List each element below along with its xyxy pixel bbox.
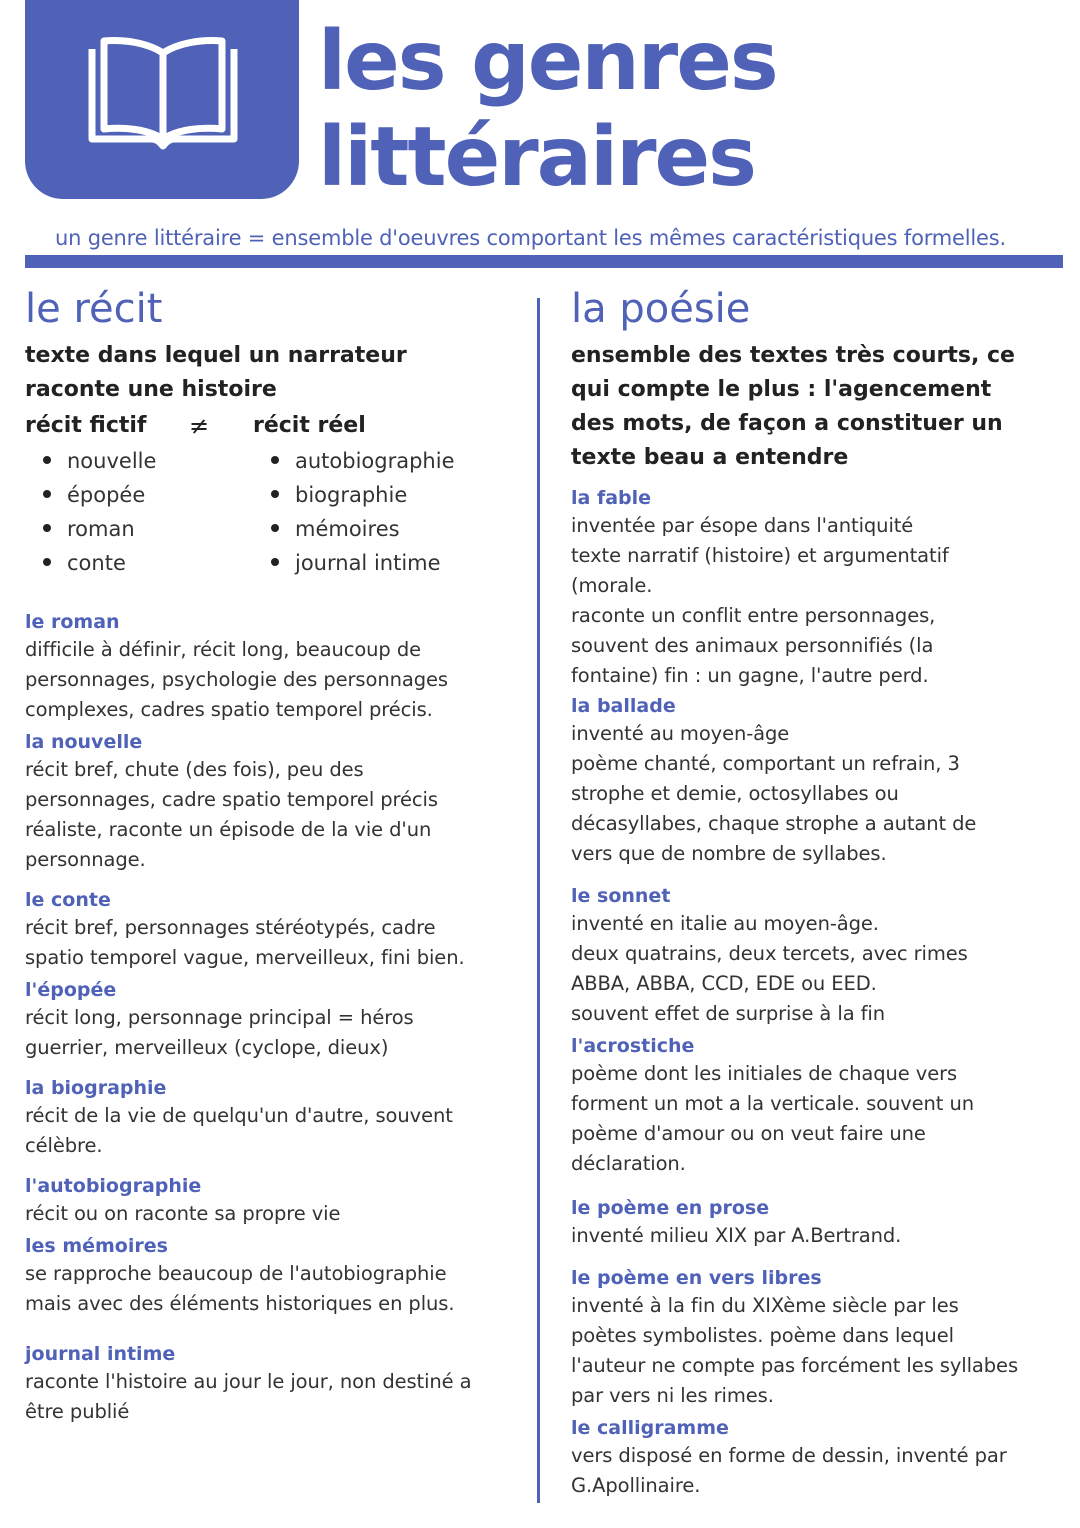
genre-title: les mémoires bbox=[25, 1235, 168, 1257]
genre-title: le calligramme bbox=[571, 1417, 729, 1439]
list-item-label: autobiographie bbox=[295, 449, 455, 473]
genre-entry-poeme-en-prose bbox=[571, 1195, 1061, 1251]
genre-title: le poème en prose bbox=[571, 1197, 770, 1219]
genre-text-line: décasyllabes, chaque strophe a autant de bbox=[571, 812, 977, 835]
genre-text-line: deux quatrains, deux tercets, avec rimes bbox=[571, 942, 968, 965]
list-item-label: mémoires bbox=[295, 517, 400, 541]
list-item bbox=[253, 444, 455, 478]
bullet-icon bbox=[271, 490, 279, 498]
genre-entry-sonnet bbox=[571, 883, 1061, 1029]
genre-text-line: inventé à la fin du XIXème siècle par les bbox=[571, 1294, 959, 1317]
column-divider bbox=[537, 298, 540, 1503]
genre-text-line: complexes, cadres spatio temporel précis. bbox=[25, 698, 433, 721]
genre-entry-ballade bbox=[571, 693, 1061, 869]
genre-entry-memoires bbox=[25, 1233, 525, 1319]
genre-text-line: souvent effet de surprise à la fin bbox=[571, 1002, 885, 1025]
bullet-icon bbox=[271, 558, 279, 566]
genre-title: la fable bbox=[571, 487, 652, 509]
genre-text-line: récit long, personnage principal = héros bbox=[25, 1006, 414, 1029]
genre-text-line: poème dont les initiales de chaque vers bbox=[571, 1062, 958, 1085]
genre-text-line: déclaration. bbox=[571, 1152, 686, 1175]
genre-title: journal intime bbox=[25, 1343, 176, 1365]
recit-fictif-list bbox=[25, 444, 156, 580]
genre-entry-fable bbox=[571, 485, 1061, 691]
genre-text-line: célèbre. bbox=[25, 1134, 103, 1157]
poesie-intro-line: ensemble des textes très courts, ce bbox=[571, 343, 1015, 368]
genre-text-line: vers disposé en forme de dessin, inventé par bbox=[571, 1444, 1007, 1467]
genre-title: l'autobiographie bbox=[25, 1175, 202, 1197]
recit-classification bbox=[25, 409, 525, 589]
genre-text-line: récit ou on raconte sa propre vie bbox=[25, 1202, 341, 1225]
poesie-column bbox=[571, 283, 1061, 1501]
logo-box bbox=[25, 0, 299, 199]
genre-text-line: vers que de nombre de syllabes. bbox=[571, 842, 887, 865]
recit-intro bbox=[25, 339, 525, 407]
poesie-intro-line: texte beau a entendre bbox=[571, 445, 849, 470]
genre-entry-journal-intime bbox=[25, 1341, 525, 1427]
genre-text-line: poètes symbolistes. poème dans lequel bbox=[571, 1324, 954, 1347]
bullet-icon bbox=[271, 524, 279, 532]
recit-reel-label: récit réel bbox=[253, 413, 366, 438]
recit-intro-line: raconte une histoire bbox=[25, 377, 277, 402]
page-title bbox=[318, 14, 777, 206]
bullet-icon bbox=[43, 490, 51, 498]
genre-text-line: récit de la vie de quelqu'un d'autre, souvent bbox=[25, 1104, 453, 1127]
genre-text-line: inventé au moyen-âge bbox=[571, 722, 790, 745]
genre-text-line: se rapproche beaucoup de l'autobiographie bbox=[25, 1262, 447, 1285]
genre-title: le sonnet bbox=[571, 885, 671, 907]
list-item-label: conte bbox=[67, 551, 126, 575]
genre-text-line: spatio temporel vague, merveilleux, fini bien. bbox=[25, 946, 465, 969]
bullet-icon bbox=[43, 456, 51, 464]
genre-title: le conte bbox=[25, 889, 111, 911]
genre-text-line: forment un mot a la verticale. souvent un bbox=[571, 1092, 974, 1115]
genre-text-line: inventée par ésope dans l'antiquité bbox=[571, 514, 914, 537]
genre-definition: un genre littéraire = ensemble d'oeuvres comportant les mêmes caractéristiques formelles. bbox=[55, 226, 1006, 250]
genre-text-line: guerrier, merveilleux (cyclope, dieux) bbox=[25, 1036, 389, 1059]
genre-entry-biographie bbox=[25, 1075, 525, 1161]
title-line-2: littéraires bbox=[318, 110, 755, 205]
poesie-heading: la poésie bbox=[571, 286, 751, 332]
genre-text-line: poème chanté, comportant un refrain, 3 bbox=[571, 752, 960, 775]
genre-entry-conte bbox=[25, 887, 525, 973]
genre-text-line: par vers ni les rimes. bbox=[571, 1384, 774, 1407]
genre-text-line: inventé milieu XIX par A.Bertrand. bbox=[571, 1224, 902, 1247]
genre-text-line: difficile à définir, récit long, beaucoup de bbox=[25, 638, 421, 661]
list-item bbox=[25, 512, 156, 546]
genre-title: le roman bbox=[25, 611, 120, 633]
genre-entry-acrostiche bbox=[571, 1033, 1061, 1179]
genre-text-line: fontaine) fin : un gagne, l'autre perd. bbox=[571, 664, 929, 687]
list-item bbox=[253, 512, 455, 546]
genre-text-line: raconte un conflit entre personnages, bbox=[571, 604, 936, 627]
genre-text-line: souvent des animaux personnifiés (la bbox=[571, 634, 934, 657]
recit-intro-line: texte dans lequel un narrateur bbox=[25, 343, 407, 368]
genre-text-line: raconte l'histoire au jour le jour, non destiné a bbox=[25, 1370, 472, 1393]
genre-title: la ballade bbox=[571, 695, 676, 717]
bullet-icon bbox=[43, 524, 51, 532]
not-equal-symbol: ≠ bbox=[189, 412, 210, 440]
poesie-intro-line: des mots, de façon a constituer un bbox=[571, 411, 1003, 436]
genre-entry-calligramme bbox=[571, 1415, 1061, 1501]
genre-title: la biographie bbox=[25, 1077, 167, 1099]
bullet-icon bbox=[271, 456, 279, 464]
list-item bbox=[25, 478, 156, 512]
poesie-intro bbox=[571, 339, 1061, 475]
list-item bbox=[25, 444, 156, 478]
genre-text-line: être publié bbox=[25, 1400, 130, 1423]
genre-text-line: réaliste, raconte un épisode de la vie d'un bbox=[25, 818, 432, 841]
genre-entry-epopee bbox=[25, 977, 525, 1063]
genre-text-line: récit bref, chute (des fois), peu des bbox=[25, 758, 364, 781]
poesie-intro-line: qui compte le plus : l'agencement bbox=[571, 377, 992, 402]
genre-text-line: mais avec des éléments historiques en plus. bbox=[25, 1292, 455, 1315]
genre-text-line: personnages, cadre spatio temporel précis bbox=[25, 788, 438, 811]
genre-text-line: personnage. bbox=[25, 848, 146, 871]
genre-text-line: G.Apollinaire. bbox=[571, 1474, 701, 1497]
genre-title: l'épopée bbox=[25, 979, 117, 1001]
genre-text-line: inventé en italie au moyen-âge. bbox=[571, 912, 879, 935]
genre-text-line: récit bref, personnages stéréotypés, cadre bbox=[25, 916, 436, 939]
list-item-label: nouvelle bbox=[67, 449, 157, 473]
genre-title: la nouvelle bbox=[25, 731, 143, 753]
genre-text-line: l'auteur ne compte pas forcément les syllabes bbox=[571, 1354, 1018, 1377]
genre-entry-autobiographie bbox=[25, 1173, 525, 1229]
list-item bbox=[25, 546, 156, 580]
bullet-icon bbox=[43, 558, 51, 566]
genre-title: l'acrostiche bbox=[571, 1035, 695, 1057]
recit-reel-list bbox=[253, 444, 455, 580]
recit-heading: le récit bbox=[25, 286, 163, 332]
genre-text-line: strophe et demie, octosyllabes ou bbox=[571, 782, 899, 805]
genre-entry-poeme-en-vers-libres bbox=[571, 1265, 1061, 1411]
genre-title: le poème en vers libres bbox=[571, 1267, 822, 1289]
genre-text-line: ABBA, ABBA, CCD, EDE ou EED. bbox=[571, 972, 877, 995]
genre-text-line: poème d'amour ou on veut faire une bbox=[571, 1122, 926, 1145]
genre-entry-roman bbox=[25, 609, 525, 725]
open-book-icon bbox=[80, 35, 246, 157]
list-item-label: épopée bbox=[67, 483, 146, 507]
genre-text-line: texte narratif (histoire) et argumentatif bbox=[571, 544, 949, 567]
list-item bbox=[253, 478, 455, 512]
recit-fictif-label: récit fictif bbox=[25, 413, 147, 438]
genre-text-line: (morale. bbox=[571, 574, 653, 597]
list-item-label: roman bbox=[67, 517, 135, 541]
list-item-label: journal intime bbox=[295, 551, 441, 575]
genre-entry-nouvelle bbox=[25, 729, 525, 875]
title-line-1: les genres bbox=[318, 14, 777, 109]
list-item-label: biographie bbox=[295, 483, 408, 507]
header-divider bbox=[25, 255, 1063, 268]
list-item bbox=[253, 546, 455, 580]
recit-column bbox=[25, 283, 525, 1427]
genre-text-line: personnages, psychologie des personnages bbox=[25, 668, 448, 691]
